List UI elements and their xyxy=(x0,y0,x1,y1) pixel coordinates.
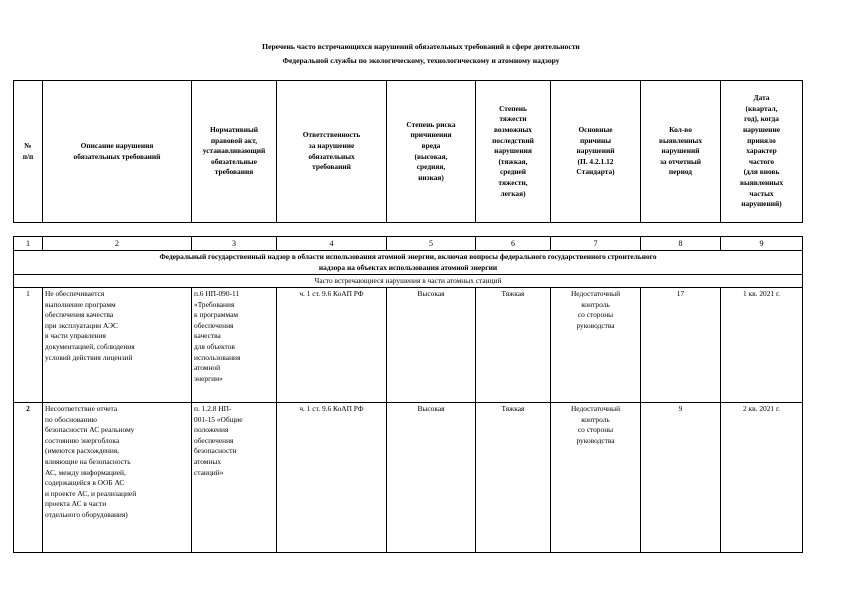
row-number: 1 xyxy=(14,288,43,403)
frequent-date: 1 кв. 2021 г. xyxy=(721,288,803,403)
header-col-severity: Степень тяжести возможных последствий нарушения (тяжкая, средней тяжести, легкая) xyxy=(476,81,551,223)
header-col-risk: Степень риска причинения вреда (высокая, средняя, низкая) xyxy=(387,81,476,223)
section-row xyxy=(14,251,803,275)
header-col-num: № п/п xyxy=(14,81,43,223)
regulatory-act: п.6 НП-090-11 «Требования к программам обеспечения качества для объектов использования атомной энергии» xyxy=(192,288,277,403)
header-col-liability: Ответственность за нарушение обязательных требований xyxy=(277,81,387,223)
subsection-row xyxy=(14,275,803,288)
violation-description: Несоответствие отчета по обоснованию безопасности АС реальному состоянию энергоблока (имеются расхождения, влияющие на безопасность АС, между информацией, содержащейся в ООБ АС и проекте АС, и реализацией проекта АС в части отдельного оборудования) xyxy=(43,403,192,553)
regulatory-act: п. 1.2.8 НП- 001-15 «Общие положения обеспечения безопасности атомных станций» xyxy=(192,403,277,553)
violation-count: 9 xyxy=(641,403,721,553)
document-title xyxy=(0,40,842,68)
header-col-description: Описание нарушения обязательных требований xyxy=(43,81,192,223)
header-col-act: Нормативный правовой акт, устанавливающий обязательные требования xyxy=(192,81,277,223)
severity: Тяжкая xyxy=(476,288,551,403)
header-row xyxy=(14,81,803,223)
column-number: 2 xyxy=(43,237,192,251)
title-line-1: Перечень часто встречающихся нарушений обязательных требований в сфере деятельности xyxy=(262,42,580,51)
column-number: 4 xyxy=(277,237,387,251)
column-number: 6 xyxy=(476,237,551,251)
table-row xyxy=(14,288,803,403)
main-causes: Недостаточный контроль со стороны руководства xyxy=(551,288,641,403)
table-row xyxy=(14,403,803,553)
column-number: 8 xyxy=(641,237,721,251)
column-number: 7 xyxy=(551,237,641,251)
severity: Тяжкая xyxy=(476,403,551,553)
violation-description: Не обеспечивается выполнение программ обеспечения качества при эксплуатации АЭС в части управления документацией, соблюдения условий действия лицензий xyxy=(43,288,192,403)
title-line-2: Федеральной службы по экологическому, технологическому и атомному надзору xyxy=(282,56,560,65)
liability: ч. 1 ст. 9.6 КоАП РФ xyxy=(277,403,387,553)
column-number: 9 xyxy=(721,237,803,251)
column-number-row xyxy=(14,237,803,251)
column-number: 3 xyxy=(192,237,277,251)
risk-level: Высокая xyxy=(387,288,476,403)
body-table xyxy=(13,236,803,553)
frequent-date: 2 кв. 2021 г. xyxy=(721,403,803,553)
section-title: Федеральный государственный надзор в области использования атомной энергии, включая вопросы федерального государственного строительного надзора на объектах использования атомной энергии xyxy=(14,251,803,275)
liability: ч. 1 ст. 9.6 КоАП РФ xyxy=(277,288,387,403)
section-subtitle: Часто встречающиеся нарушения в части атомных станций xyxy=(14,275,803,288)
header-col-date: Дата (квартал, год), когда нарушение приняло характер частого (для вновь выявленных частых нарушений) xyxy=(721,81,803,223)
violation-count: 17 xyxy=(641,288,721,403)
header-table xyxy=(13,80,803,223)
header-col-count: Кол-во выявленных нарушений за отчетный период xyxy=(641,81,721,223)
column-number: 1 xyxy=(14,237,43,251)
column-number: 5 xyxy=(387,237,476,251)
header-col-causes: Основные причины нарушений (П. 4.2.1.12 Стандарта) xyxy=(551,81,641,223)
main-causes: Недостаточный контроль со стороны руководства xyxy=(551,403,641,553)
row-number: 2 xyxy=(14,403,43,553)
risk-level: Высокая xyxy=(387,403,476,553)
